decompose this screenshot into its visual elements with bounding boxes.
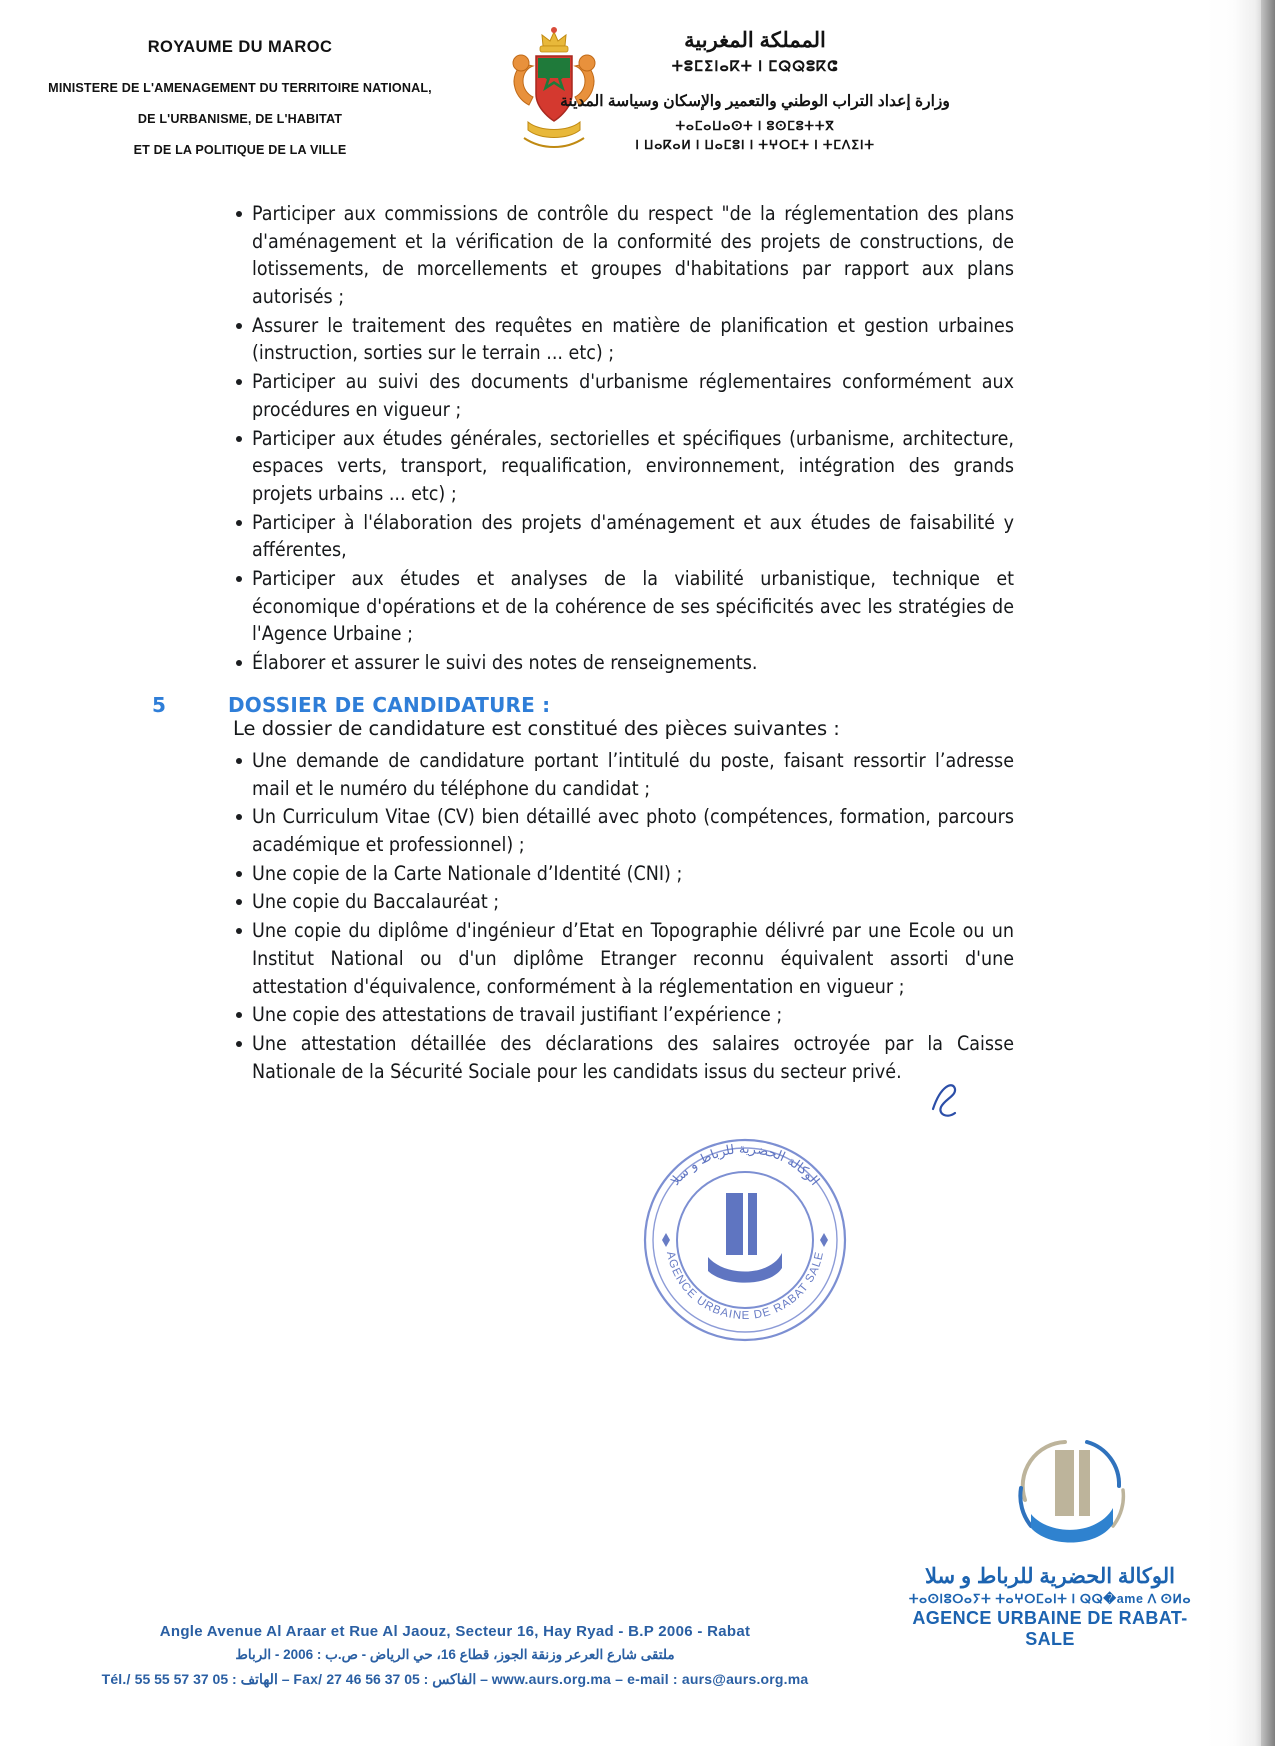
agency-name-fr: AGENCE URBAINE DE RABAT-SALE xyxy=(912,1608,1188,1649)
list-item: Un Curriculum Vitae (CV) bien détaillé avec photo (compétences, formation, parcours académique et professionnel) ; xyxy=(232,803,1014,858)
ministry-title-tifinagh-2: ⵏ ⵡⴰⴽⴰⵍ ⵏ ⵡⴰⵎⵓⵏ ⵏ ⵜⵖⵔⵎⵜ ⵏ ⵜⵎⴷⵉⵏⵜ xyxy=(635,138,875,153)
list-item: Une copie du Baccalauréat ; xyxy=(232,888,1014,916)
footer-address-fr: Angle Avenue Al Araar et Rue Al Jaouz, Secteur 16, Hay Ryad - B.P 2006 - Rabat xyxy=(159,1623,751,1640)
footer-address-ar: ملتقى شارع العرعر وزنقة الجوز، قطاع 16، حي الرياض - ص.ب : 2006 - الرباط xyxy=(235,1647,675,1662)
section-intro-text: Le dossier de candidature est constitué des pièces suivantes : xyxy=(233,717,840,740)
svg-text:AGENCE URBAINE DE RABAT SALE: AGENCE URBAINE DE RABAT SALE xyxy=(663,1250,827,1323)
document-header xyxy=(0,0,1140,180)
scan-edge-shadow xyxy=(1205,0,1275,1746)
ministry-title-ar: وزارة إعداد التراب الوطني والتعمير والإسكان وسياسة المدينة xyxy=(560,93,950,111)
list-item: Une copie de la Carte Nationale d’Identité (CNI) ; xyxy=(232,860,1014,888)
svg-text:الوكالة الحضرية للرباط و سلا: الوكالة الحضرية للرباط و سلا xyxy=(668,1141,822,1189)
ministry-line-2-fr: DE L'URBANISME, DE L'HABITAT xyxy=(137,111,343,126)
section-title: DOSSIER DE CANDIDATURE : xyxy=(228,693,551,717)
agency-logo-text xyxy=(900,1565,1200,1650)
agency-logo-icon xyxy=(987,1428,1157,1548)
header-right-block xyxy=(545,28,965,152)
list-item: Une attestation détaillée des déclarations des salaires octroyée par la Caisse Nationale de la Sécurité Sociale pour les candidats issus du secteur privé. xyxy=(232,1030,1014,1085)
dossier-bullet-list xyxy=(232,747,1014,1086)
agency-name-ar: الوكالة الحضرية للرباط و سلا xyxy=(924,1564,1176,1588)
kingdom-title-tifinagh: ⵜⵓⵎⵉⵏⴰⴽⵜ ⵏ ⵎⵕⵕⵓⴽⵛ xyxy=(671,59,839,76)
agency-name-tifinagh: ⵜⴰⵙⵏⵓⵔⴰⵢⵜ ⵜⴰⵖⵔⵎⴰⵏⵜ ⵏ ⵕⵕ�ame ⴷ ⵙⵍⴰ xyxy=(908,1592,1192,1606)
kingdom-title-ar: المملكة المغربية xyxy=(684,29,826,52)
list-item: Une demande de candidature portant l’intitulé du poste, faisant ressortir l’adresse mail et le numéro du téléphone du candidat ; xyxy=(232,747,1014,802)
list-item: Élaborer et assurer le suivi des notes de renseignements. xyxy=(232,649,1014,677)
section-number: 5 xyxy=(152,693,166,717)
list-item: Une copie du diplôme d'ingénieur d’Etat en Topographie délivré par une Ecole ou un Institut National ou d'un diplôme Etranger reconnu équivalent assorti d'une attestation d'équivalence, conformément à la réglementation en vigueur ; xyxy=(232,917,1014,1000)
ministry-title-tifinagh-1: ⵜⴰⵎⴰⵡⴰⵙⵜ ⵏ ⵓⵙⵎⵓⵜⵜⴳ xyxy=(675,119,835,134)
list-item: Participer au suivi des documents d'urbanisme réglementaires conformément aux procédures en vigueur ; xyxy=(232,368,1014,423)
list-item: Assurer le traitement des requêtes en matière de planification et gestion urbaines (instruction, sorties sur le terrain ... etc) ; xyxy=(232,312,1014,367)
list-item: Participer aux études et analyses de la viabilité urbanistique, technique et économique d'opérations et de la cohérence de ses spécificités avec les stratégies de l'Agence Urbaine ; xyxy=(232,565,1014,648)
footer-contact: Tél./ الهاتف : 05 37 57 55 55 – Fax/ الفاكس : 05 37 56 46 27 – www.aurs.org.ma – e-mail : aurs@aurs.org.ma xyxy=(101,1671,809,1687)
handwritten-paraph-icon xyxy=(925,1075,965,1125)
list-item: Participer aux études générales, sectorielles et spécifiques (urbanisme, architecture, espaces verts, transport, requalification, environnement, intégration des grands projets urbains ... etc) ; xyxy=(232,425,1014,508)
kingdom-title-fr: ROYAUME DU MAROC xyxy=(147,38,333,56)
list-item: Une copie des attestations de travail justifiant l’expérience ; xyxy=(232,1001,1014,1029)
list-item: Participer à l'élaboration des projets d'aménagement et aux études de faisabilité y afférentes, xyxy=(232,509,1014,564)
header-left-block xyxy=(45,38,435,157)
list-item: Participer aux commissions de contrôle du respect "de la réglementation des plans d'aménagement et la vérification de la conformité des projets de constructions, de lotissements, de morcellements et groupes d'habitations par rapport aux plans autorisés ; xyxy=(232,200,1014,311)
document-footer xyxy=(60,1623,850,1688)
ministry-line-3-fr: ET DE LA POLITIQUE DE LA VILLE xyxy=(133,142,347,157)
ministry-line-1-fr: MINISTERE DE L'AMENAGEMENT DU TERRITOIRE NATIONAL, xyxy=(48,81,432,95)
missions-bullet-list xyxy=(232,200,1014,678)
scan-edge-dark xyxy=(1261,0,1275,1746)
official-round-stamp xyxy=(630,1125,860,1355)
